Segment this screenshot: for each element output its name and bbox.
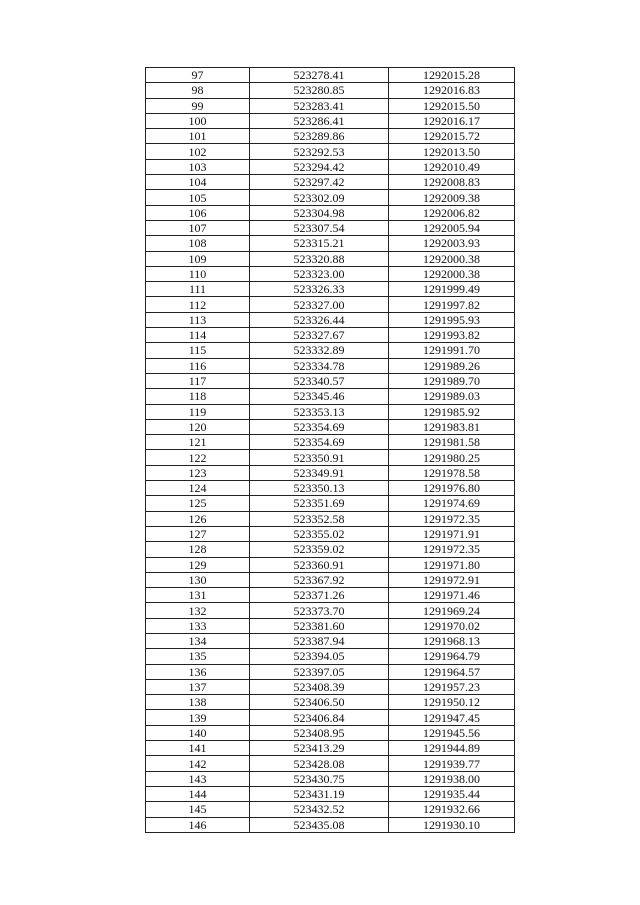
- y-coordinate-cell: 1291968.13: [389, 633, 515, 648]
- y-coordinate-cell: 1291939.77: [389, 756, 515, 771]
- y-coordinate-cell: 1291930.10: [389, 817, 515, 832]
- y-coordinate-cell: 1292005.94: [389, 220, 515, 235]
- point-number-cell: 112: [146, 297, 250, 312]
- y-coordinate-cell: 1291938.00: [389, 771, 515, 786]
- x-coordinate-cell: 523428.08: [250, 756, 389, 771]
- point-number-cell: 122: [146, 450, 250, 465]
- x-coordinate-cell: 523408.95: [250, 725, 389, 740]
- y-coordinate-cell: 1291972.35: [389, 542, 515, 557]
- point-number-cell: 106: [146, 205, 250, 220]
- table-row: [146, 725, 515, 740]
- table-row: [146, 756, 515, 771]
- table-row: [146, 266, 515, 281]
- point-number-cell: 126: [146, 511, 250, 526]
- x-coordinate-cell: 523397.05: [250, 664, 389, 679]
- x-coordinate-cell: 523302.09: [250, 190, 389, 205]
- x-coordinate-cell: 523327.00: [250, 297, 389, 312]
- y-coordinate-cell: 1291976.80: [389, 481, 515, 496]
- table-row: [146, 526, 515, 541]
- table-row: [146, 312, 515, 327]
- table-row: [146, 113, 515, 128]
- point-number-cell: 121: [146, 435, 250, 450]
- table-row: [146, 695, 515, 710]
- x-coordinate-cell: 523413.29: [250, 741, 389, 756]
- x-coordinate-cell: 523430.75: [250, 771, 389, 786]
- table-row: [146, 159, 515, 174]
- y-coordinate-cell: 1291981.58: [389, 435, 515, 450]
- x-coordinate-cell: 523349.91: [250, 465, 389, 480]
- point-number-cell: 139: [146, 710, 250, 725]
- point-number-cell: 99: [146, 98, 250, 113]
- y-coordinate-cell: 1291999.49: [389, 282, 515, 297]
- x-coordinate-cell: 523371.26: [250, 588, 389, 603]
- y-coordinate-cell: 1292010.49: [389, 159, 515, 174]
- x-coordinate-cell: 523315.21: [250, 236, 389, 251]
- point-number-cell: 124: [146, 481, 250, 496]
- table-row: [146, 282, 515, 297]
- table-row: [146, 802, 515, 817]
- point-number-cell: 108: [146, 236, 250, 251]
- x-coordinate-cell: 523354.69: [250, 419, 389, 434]
- table-row: [146, 603, 515, 618]
- table-row: [146, 68, 515, 83]
- y-coordinate-cell: 1291980.25: [389, 450, 515, 465]
- table-row: [146, 144, 515, 159]
- table-row: [146, 633, 515, 648]
- point-number-cell: 98: [146, 83, 250, 98]
- table-row: [146, 450, 515, 465]
- table-row: [146, 572, 515, 587]
- table-row: [146, 205, 515, 220]
- x-coordinate-cell: 523408.39: [250, 679, 389, 694]
- y-coordinate-cell: 1291971.46: [389, 588, 515, 603]
- point-number-cell: 146: [146, 817, 250, 832]
- point-number-cell: 134: [146, 633, 250, 648]
- table-row: [146, 251, 515, 266]
- table-row: [146, 741, 515, 756]
- point-number-cell: 117: [146, 373, 250, 388]
- x-coordinate-cell: 523355.02: [250, 526, 389, 541]
- point-number-cell: 144: [146, 786, 250, 801]
- y-coordinate-cell: 1291995.93: [389, 312, 515, 327]
- y-coordinate-cell: 1292000.38: [389, 266, 515, 281]
- table-row: [146, 496, 515, 511]
- x-coordinate-cell: 523345.46: [250, 389, 389, 404]
- x-coordinate-cell: 523359.02: [250, 542, 389, 557]
- table-row: [146, 588, 515, 603]
- table-row: [146, 664, 515, 679]
- x-coordinate-cell: 523353.13: [250, 404, 389, 419]
- y-coordinate-cell: 1291964.79: [389, 649, 515, 664]
- point-number-cell: 137: [146, 679, 250, 694]
- table-row: [146, 236, 515, 251]
- x-coordinate-cell: 523350.13: [250, 481, 389, 496]
- x-coordinate-cell: 523352.58: [250, 511, 389, 526]
- table-row: [146, 98, 515, 113]
- point-number-cell: 118: [146, 389, 250, 404]
- point-number-cell: 100: [146, 113, 250, 128]
- x-coordinate-cell: 523367.92: [250, 572, 389, 587]
- point-number-cell: 130: [146, 572, 250, 587]
- x-coordinate-cell: 523354.69: [250, 435, 389, 450]
- table-row: [146, 771, 515, 786]
- y-coordinate-cell: 1291983.81: [389, 419, 515, 434]
- y-coordinate-cell: 1291974.69: [389, 496, 515, 511]
- table-row: [146, 817, 515, 832]
- table-row: [146, 511, 515, 526]
- table-row: [146, 373, 515, 388]
- y-coordinate-cell: 1291991.70: [389, 343, 515, 358]
- y-coordinate-cell: 1291989.03: [389, 389, 515, 404]
- table-row: [146, 786, 515, 801]
- table-row: [146, 710, 515, 725]
- x-coordinate-cell: 523406.84: [250, 710, 389, 725]
- y-coordinate-cell: 1291970.02: [389, 618, 515, 633]
- y-coordinate-cell: 1291932.66: [389, 802, 515, 817]
- table-row: [146, 220, 515, 235]
- x-coordinate-cell: 523360.91: [250, 557, 389, 572]
- x-coordinate-cell: 523323.00: [250, 266, 389, 281]
- point-number-cell: 138: [146, 695, 250, 710]
- point-number-cell: 142: [146, 756, 250, 771]
- x-coordinate-cell: 523326.44: [250, 312, 389, 327]
- x-coordinate-cell: 523320.88: [250, 251, 389, 266]
- point-number-cell: 102: [146, 144, 250, 159]
- table-row: [146, 389, 515, 404]
- point-number-cell: 97: [146, 68, 250, 83]
- x-coordinate-cell: 523435.08: [250, 817, 389, 832]
- x-coordinate-cell: 523283.41: [250, 98, 389, 113]
- point-number-cell: 132: [146, 603, 250, 618]
- y-coordinate-cell: 1292015.28: [389, 68, 515, 83]
- y-coordinate-cell: 1291989.70: [389, 373, 515, 388]
- table-row: [146, 542, 515, 557]
- table-row: [146, 679, 515, 694]
- y-coordinate-cell: 1291964.57: [389, 664, 515, 679]
- y-coordinate-cell: 1291993.82: [389, 328, 515, 343]
- table-row: [146, 129, 515, 144]
- point-number-cell: 110: [146, 266, 250, 281]
- table-row: [146, 190, 515, 205]
- y-coordinate-cell: 1292003.93: [389, 236, 515, 251]
- y-coordinate-cell: 1292016.17: [389, 113, 515, 128]
- x-coordinate-cell: 523406.50: [250, 695, 389, 710]
- y-coordinate-cell: 1291972.35: [389, 511, 515, 526]
- y-coordinate-cell: 1291950.12: [389, 695, 515, 710]
- point-number-cell: 103: [146, 159, 250, 174]
- table-row: [146, 343, 515, 358]
- x-coordinate-cell: 523387.94: [250, 633, 389, 648]
- point-number-cell: 114: [146, 328, 250, 343]
- x-coordinate-cell: 523327.67: [250, 328, 389, 343]
- x-coordinate-cell: 523304.98: [250, 205, 389, 220]
- y-coordinate-cell: 1292006.82: [389, 205, 515, 220]
- x-coordinate-cell: 523432.52: [250, 802, 389, 817]
- y-coordinate-cell: 1291985.92: [389, 404, 515, 419]
- point-number-cell: 135: [146, 649, 250, 664]
- x-coordinate-cell: 523394.05: [250, 649, 389, 664]
- x-coordinate-cell: 523381.60: [250, 618, 389, 633]
- table-row: [146, 83, 515, 98]
- point-number-cell: 136: [146, 664, 250, 679]
- y-coordinate-cell: 1291947.45: [389, 710, 515, 725]
- x-coordinate-cell: 523289.86: [250, 129, 389, 144]
- y-coordinate-cell: 1292015.50: [389, 98, 515, 113]
- y-coordinate-cell: 1291969.24: [389, 603, 515, 618]
- point-number-cell: 111: [146, 282, 250, 297]
- point-number-cell: 133: [146, 618, 250, 633]
- y-coordinate-cell: 1292013.50: [389, 144, 515, 159]
- x-coordinate-cell: 523373.70: [250, 603, 389, 618]
- point-number-cell: 113: [146, 312, 250, 327]
- point-number-cell: 105: [146, 190, 250, 205]
- point-number-cell: 119: [146, 404, 250, 419]
- point-number-cell: 123: [146, 465, 250, 480]
- table-row: [146, 404, 515, 419]
- x-coordinate-cell: 523326.33: [250, 282, 389, 297]
- y-coordinate-cell: 1291978.58: [389, 465, 515, 480]
- y-coordinate-cell: 1291971.80: [389, 557, 515, 572]
- y-coordinate-cell: 1291971.91: [389, 526, 515, 541]
- table-row: [146, 328, 515, 343]
- table-row: [146, 649, 515, 664]
- point-number-cell: 143: [146, 771, 250, 786]
- point-number-cell: 140: [146, 725, 250, 740]
- x-coordinate-cell: 523332.89: [250, 343, 389, 358]
- table-row: [146, 419, 515, 434]
- x-coordinate-cell: 523280.85: [250, 83, 389, 98]
- coordinates-table: [145, 67, 515, 833]
- y-coordinate-cell: 1291935.44: [389, 786, 515, 801]
- point-number-cell: 109: [146, 251, 250, 266]
- point-number-cell: 107: [146, 220, 250, 235]
- point-number-cell: 127: [146, 526, 250, 541]
- x-coordinate-cell: 523294.42: [250, 159, 389, 174]
- point-number-cell: 101: [146, 129, 250, 144]
- y-coordinate-cell: 1291945.56: [389, 725, 515, 740]
- y-coordinate-cell: 1292009.38: [389, 190, 515, 205]
- x-coordinate-cell: 523350.91: [250, 450, 389, 465]
- point-number-cell: 115: [146, 343, 250, 358]
- x-coordinate-cell: 523351.69: [250, 496, 389, 511]
- table-row: [146, 175, 515, 190]
- y-coordinate-cell: 1292015.72: [389, 129, 515, 144]
- y-coordinate-cell: 1292008.83: [389, 175, 515, 190]
- y-coordinate-cell: 1291972.91: [389, 572, 515, 587]
- table-row: [146, 618, 515, 633]
- x-coordinate-cell: 523297.42: [250, 175, 389, 190]
- table-row: [146, 465, 515, 480]
- x-coordinate-cell: 523340.57: [250, 373, 389, 388]
- table-row: [146, 297, 515, 312]
- table-row: [146, 358, 515, 373]
- table-row: [146, 557, 515, 572]
- y-coordinate-cell: 1291997.82: [389, 297, 515, 312]
- y-coordinate-cell: 1291944.89: [389, 741, 515, 756]
- point-number-cell: 131: [146, 588, 250, 603]
- y-coordinate-cell: 1292000.38: [389, 251, 515, 266]
- x-coordinate-cell: 523286.41: [250, 113, 389, 128]
- y-coordinate-cell: 1291989.26: [389, 358, 515, 373]
- x-coordinate-cell: 523334.78: [250, 358, 389, 373]
- y-coordinate-cell: 1291957.23: [389, 679, 515, 694]
- coordinates-table-body: [146, 68, 515, 833]
- point-number-cell: 120: [146, 419, 250, 434]
- point-number-cell: 116: [146, 358, 250, 373]
- x-coordinate-cell: 523292.53: [250, 144, 389, 159]
- y-coordinate-cell: 1292016.83: [389, 83, 515, 98]
- point-number-cell: 128: [146, 542, 250, 557]
- table-row: [146, 435, 515, 450]
- x-coordinate-cell: 523278.41: [250, 68, 389, 83]
- point-number-cell: 104: [146, 175, 250, 190]
- x-coordinate-cell: 523307.54: [250, 220, 389, 235]
- point-number-cell: 125: [146, 496, 250, 511]
- point-number-cell: 145: [146, 802, 250, 817]
- point-number-cell: 141: [146, 741, 250, 756]
- point-number-cell: 129: [146, 557, 250, 572]
- table-row: [146, 481, 515, 496]
- x-coordinate-cell: 523431.19: [250, 786, 389, 801]
